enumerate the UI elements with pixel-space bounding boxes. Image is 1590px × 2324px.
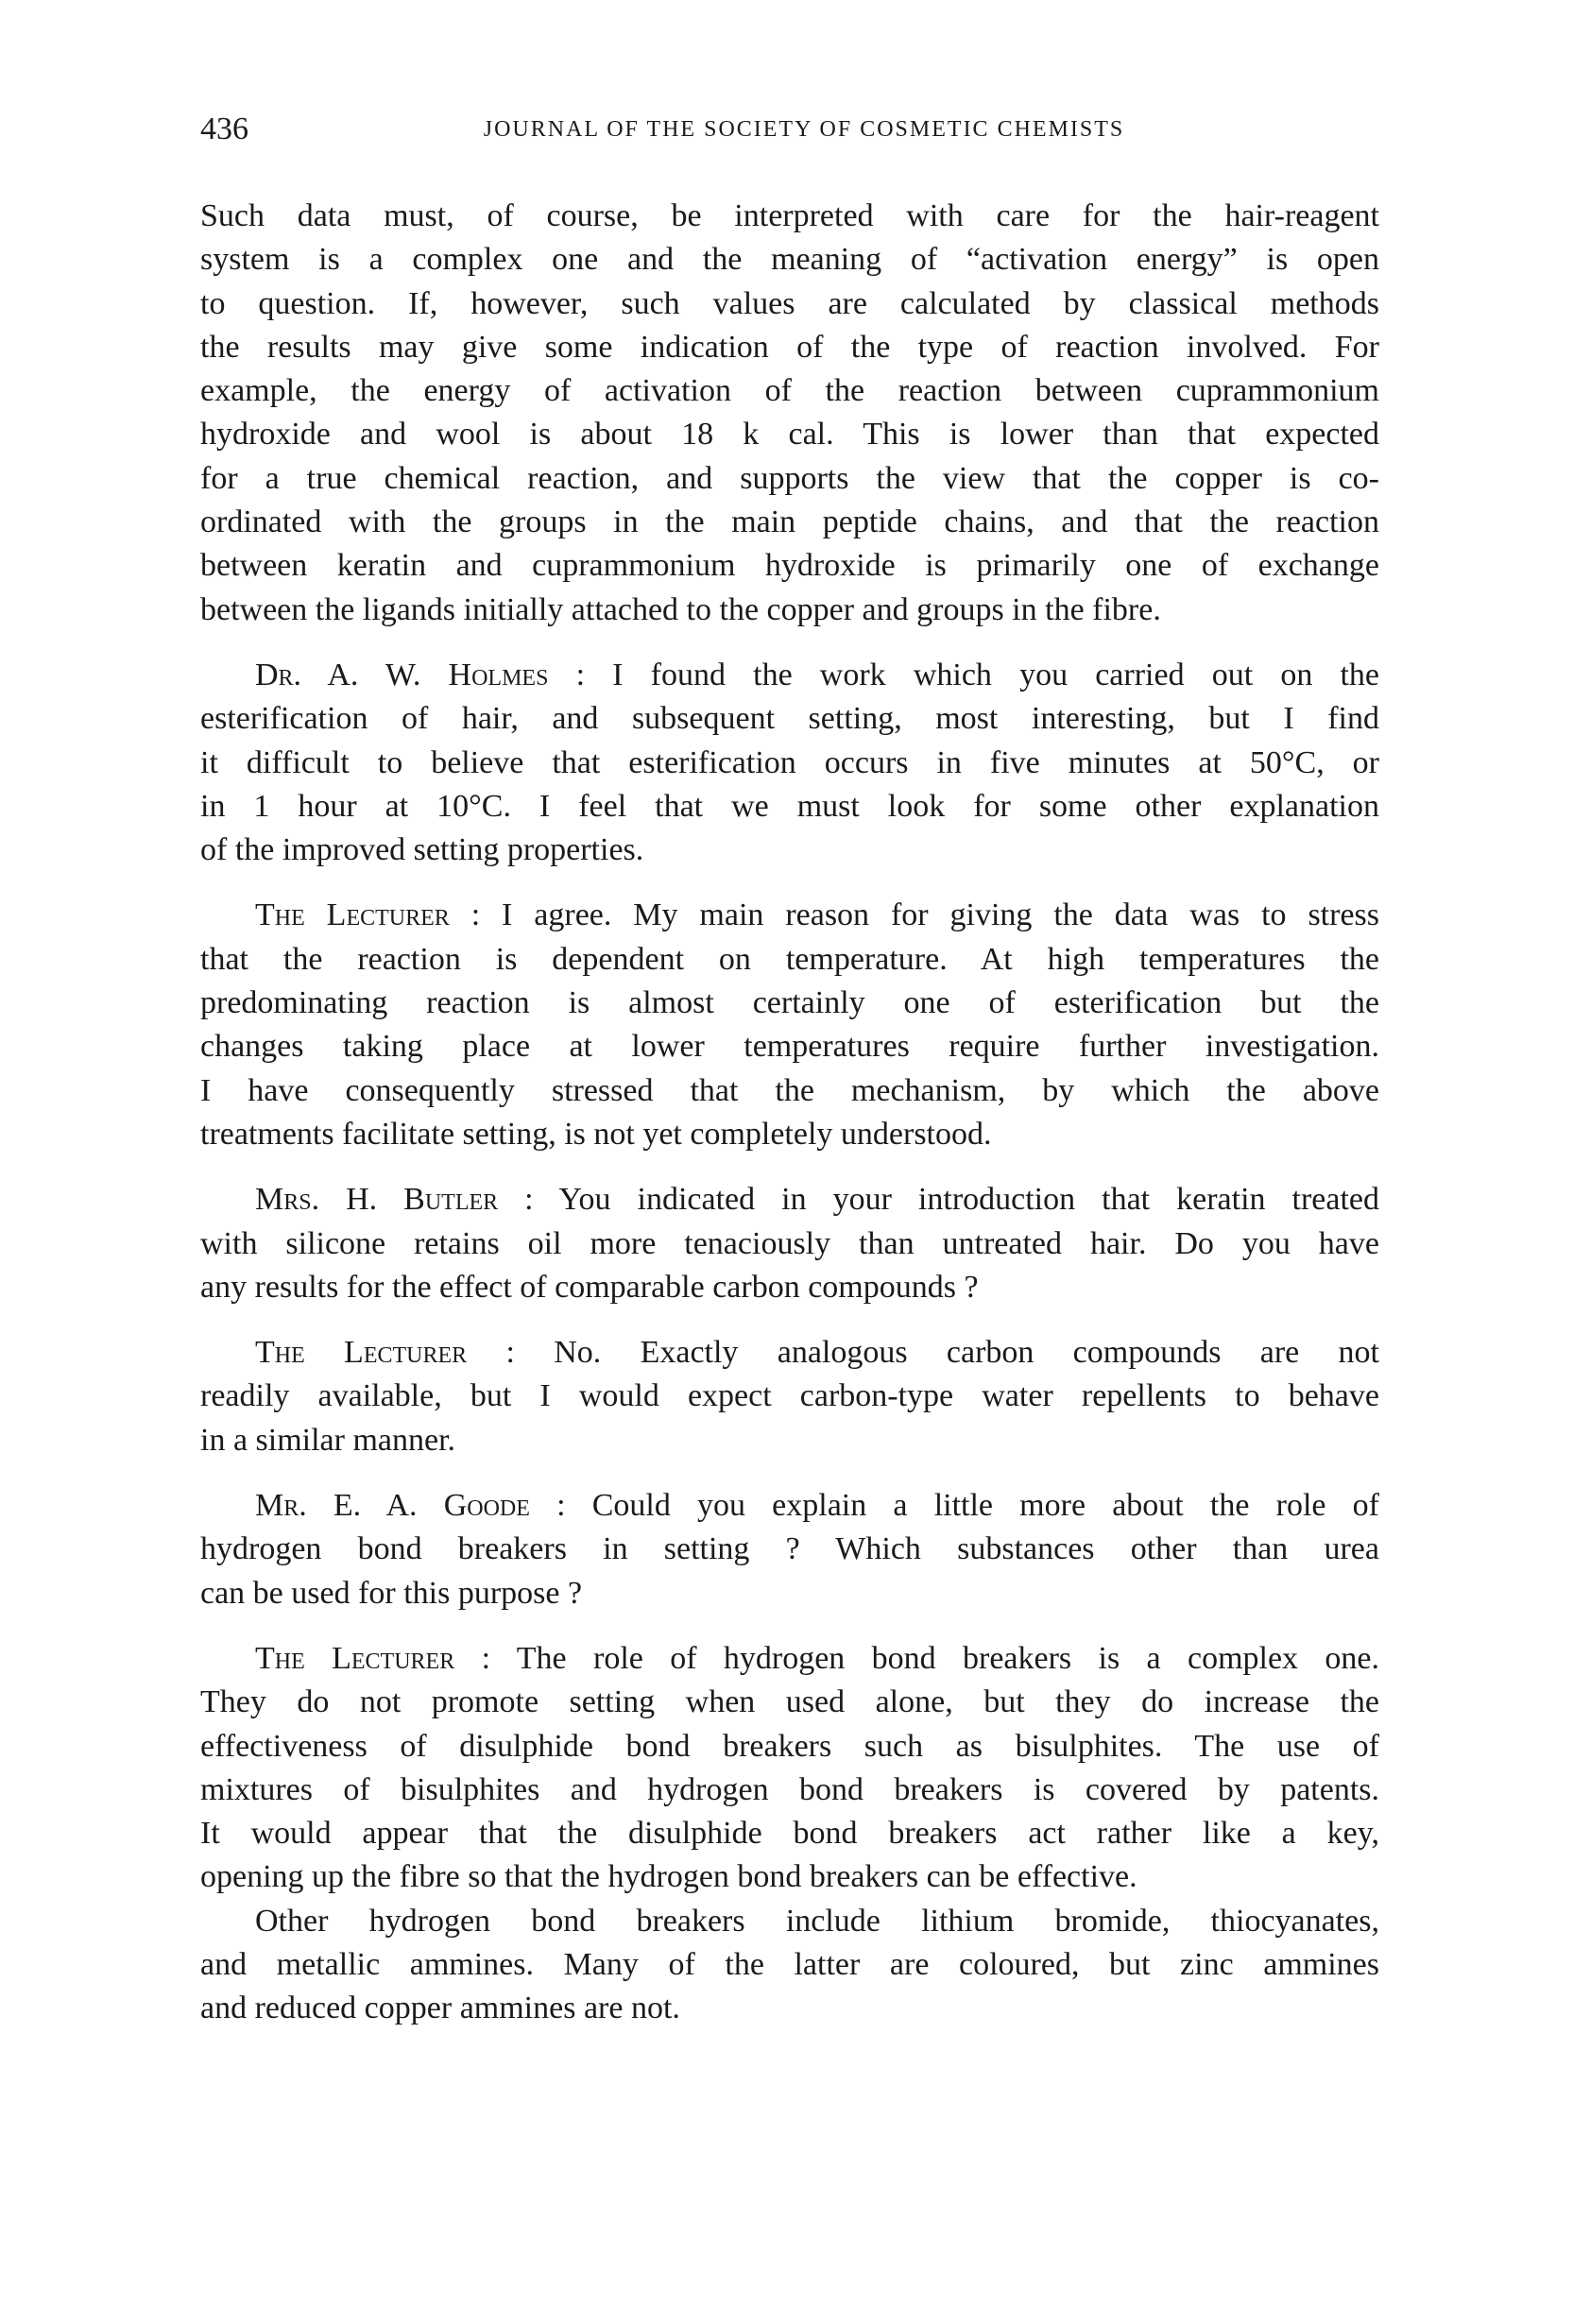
text-line [200,1681,1379,1724]
line-text: between the ligands initially attached to the copper and groups in the fibre. [200,591,1161,627]
text-line [200,238,1379,282]
line-text: opening up the fibre so that the hydrogen bond breakers can be effective. [200,1859,1137,1895]
speaker-name: Dr. A. W. Holmes [255,657,549,692]
text-line [200,1419,1379,1462]
text-line [200,589,1379,632]
text-line [200,1484,1379,1528]
line-text: : I found the work which you carried out on the [575,657,1379,692]
text-line [200,1375,1379,1418]
text-line [200,1528,1379,1571]
discussion-paragraph [200,1637,1379,1900]
line-text: treatments facilitate setting, is not yet completely understood. [200,1116,992,1152]
text-line [200,1943,1379,1987]
line-text: I have consequently stressed that the mechanism, by which the above [200,1072,1379,1108]
discussion-paragraph [200,1331,1379,1462]
discussion-paragraph [200,894,1379,1156]
line-text: It would appear that the disulphide bond breakers act rather like a key, [200,1816,1379,1852]
text-line [200,326,1379,369]
line-text: any results for the effect of comparable carbon compounds ? [200,1269,979,1305]
line-text: Other hydrogen bond breakers include lithium bromide, thiocyanates, [255,1903,1379,1939]
text-line [200,1637,1379,1681]
line-text: to question. If, however, such values are calculated by classical methods [200,285,1379,321]
line-text: changes taking place at lower temperatures require further investigation. [200,1029,1379,1065]
line-text: system is a complex one and the meaning of “activation energy” is open [200,242,1379,278]
text-line [200,1855,1379,1899]
text-line [200,413,1379,456]
speaker-name: The Lecturer [255,1335,468,1371]
text-line [200,1178,1379,1222]
line-text: ordinated with the groups in the main peptide chains, and that the reaction [200,504,1379,540]
line-text: : No. Exactly analogous carbon compounds are not [505,1335,1379,1371]
line-text: in 1 hour at 10°C. I feel that we must look for some other explanation [200,788,1379,824]
line-text: of the improved setting properties. [200,832,644,868]
line-text: hydrogen bond breakers in setting ? Which substances other than urea [200,1531,1379,1567]
line-text: the results may give some indication of the type of reaction involved. For [200,329,1379,365]
line-text: esterification of hair, and subsequent setting, most interesting, but I find [200,701,1379,737]
text-line [200,982,1379,1025]
line-text: They do not promote setting when used alone, but they do increase the [200,1684,1379,1720]
line-text: and metallic ammines. Many of the latter are coloured, but zinc ammines [200,1946,1379,1982]
text-line [200,1113,1379,1156]
text-line [200,1769,1379,1812]
line-text: for a true chemical reaction, and supports the view that the copper is co- [200,460,1379,496]
discussion-paragraph [200,1484,1379,1615]
line-text: : The role of hydrogen bond breakers is a complex one. [481,1640,1380,1676]
text-line [200,894,1379,937]
line-text: with silicone retains oil more tenaciously than untreated hair. Do you have [200,1225,1379,1261]
line-text: example, the energy of activation of the reaction between cuprammonium [200,373,1379,409]
speaker-name: Mrs. H. Butler [255,1182,499,1218]
text-line [200,457,1379,501]
line-text: and reduced copper ammines are not. [200,1991,680,2026]
text-line [200,369,1379,413]
line-text: predominating reaction is almost certainly one of esterification but the [200,985,1379,1021]
paragraph [200,195,1379,632]
line-text: between keratin and cuprammonium hydroxide is primarily one of exchange [200,548,1379,584]
line-text: effectiveness of disulphide bond breakers such as bisulphites. The use of [200,1728,1379,1764]
line-text: : Could you explain a little more about the role of [556,1488,1379,1524]
page-header [200,111,1379,149]
text-line [200,1812,1379,1855]
text-line [200,501,1379,544]
text-line [200,785,1379,829]
text-line [200,1331,1379,1375]
text-line [200,654,1379,697]
text-line [200,1900,1379,1943]
page-number: 436 [200,111,248,146]
line-text: Such data must, of course, be interpreted with care for the hair-reagent [200,198,1379,233]
text-line [200,1025,1379,1068]
text-line [200,697,1379,741]
text-line [200,1069,1379,1113]
line-text: can be used for this purpose ? [200,1575,583,1611]
line-text: : I agree. My main reason for giving the data was to stress [470,897,1379,933]
text-line [200,829,1379,872]
text-line [200,1572,1379,1615]
text-line [200,1222,1379,1266]
text-line [200,742,1379,785]
article-body [200,195,1379,2053]
speaker-name: The Lecturer [255,1640,455,1676]
line-text: hydroxide and wool is about 18 k cal. This is lower than that expected [200,417,1379,453]
line-text: in a similar manner. [200,1422,456,1458]
line-text: : You indicated in your introduction that keratin treated [524,1182,1380,1218]
speaker-name: The Lecturer [255,897,450,933]
text-line [200,1725,1379,1769]
text-line [200,1987,1379,2030]
text-line [200,1266,1379,1309]
discussion-paragraph [200,654,1379,872]
paragraph [200,1900,1379,2031]
speaker-name: Mr. E. A. Goode [255,1488,530,1524]
line-text: that the reaction is dependent on temperature. At high temperatures the [200,941,1379,977]
line-text: it difficult to believe that esterification occurs in five minutes at 50°C, or [200,744,1379,780]
line-text: mixtures of bisulphites and hydrogen bond breakers is covered by patents. [200,1771,1379,1807]
text-line [200,195,1379,238]
text-line [200,938,1379,982]
running-title: JOURNAL OF THE SOCIETY OF COSMETIC CHEMISTS [483,117,1125,142]
text-line [200,282,1379,326]
line-text: readily available, but I would expect carbon-type water repellents to behave [200,1378,1379,1414]
discussion-paragraph [200,1178,1379,1309]
text-line [200,544,1379,588]
